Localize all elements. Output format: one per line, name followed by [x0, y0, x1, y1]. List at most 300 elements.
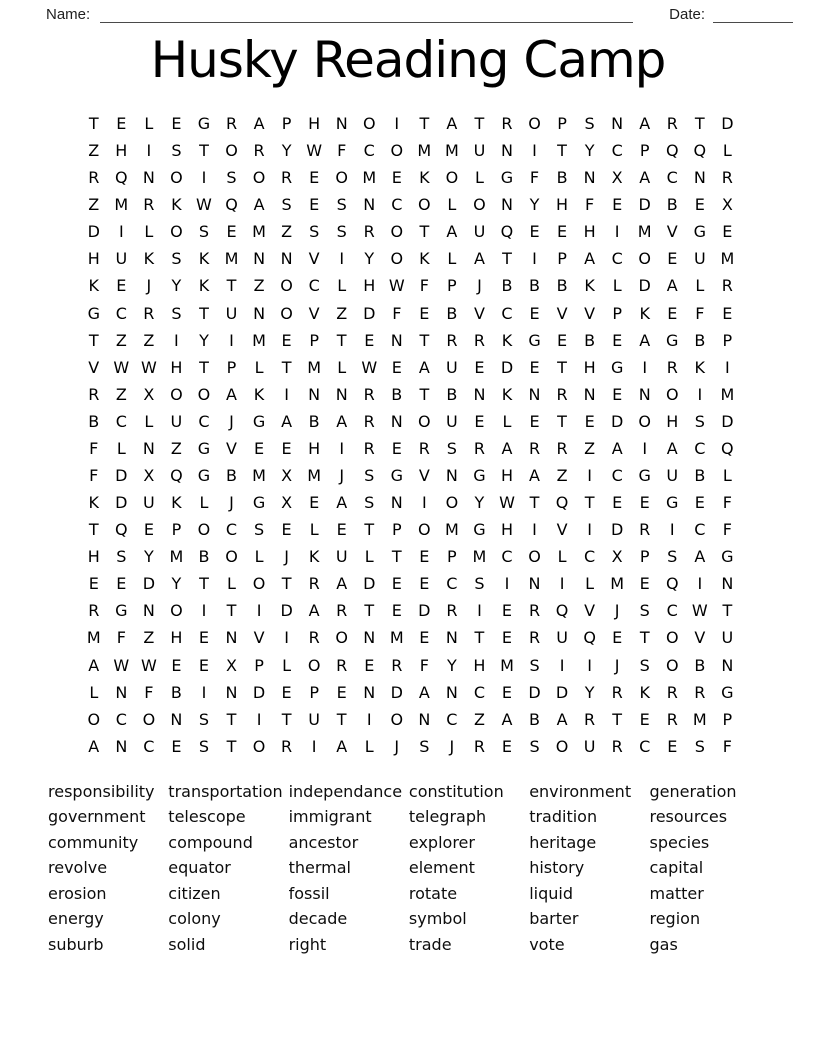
puzzle-title: Husky Reading Camp	[150, 31, 666, 89]
grid-letter: R	[501, 114, 513, 133]
grid-letter: E	[529, 303, 540, 323]
grid-letter: R	[639, 520, 651, 540]
word-item: right	[288, 934, 327, 954]
grid-letter: D	[418, 601, 431, 621]
grid-letter: B	[391, 384, 403, 404]
grid-letter: L	[447, 195, 457, 215]
grid-letter: K	[419, 168, 430, 188]
grid-letter: N	[528, 384, 541, 404]
grid-letter: R	[308, 628, 320, 648]
grid-letter: F	[585, 195, 595, 215]
grid-letter: R	[446, 601, 458, 621]
grid-letter: C	[501, 303, 513, 323]
word-item: barter	[529, 909, 579, 929]
grid-letter: O	[528, 114, 541, 133]
grid-letter: E	[529, 357, 540, 377]
grid-letter: O	[142, 709, 156, 729]
grid-letter: Y	[171, 276, 182, 296]
grid-letter: G	[666, 330, 679, 350]
grid-letter: C	[225, 520, 238, 540]
grid-letter: Q	[115, 520, 128, 540]
grid-letter: T	[364, 601, 375, 621]
grid-letter: M	[692, 709, 707, 729]
grid-letter: T	[502, 249, 512, 269]
word-item: environment	[529, 782, 632, 801]
grid-letter: O	[473, 195, 486, 215]
grid-letter: E	[694, 493, 705, 513]
grid-letter: A	[418, 682, 430, 702]
grid-letter: K	[171, 493, 182, 513]
grid-letter: C	[639, 736, 651, 756]
word-item: telegraph	[408, 807, 487, 827]
grid-letter: D	[252, 682, 266, 702]
grid-letter: W	[196, 195, 212, 215]
grid-row	[80, 597, 741, 624]
grid-letter: A	[446, 114, 458, 133]
grid-letter: Z	[253, 276, 265, 296]
grid-letter: Q	[115, 168, 128, 188]
grid-row	[80, 381, 741, 408]
grid-letter: S	[226, 168, 237, 188]
grid-letter: E	[309, 195, 320, 215]
grid-row	[80, 462, 741, 489]
grid-letter: I	[532, 141, 537, 161]
grid-row	[80, 137, 741, 164]
word-item: ancestor	[288, 832, 359, 852]
grid-letter: M	[224, 249, 239, 269]
grid-letter: T	[88, 330, 99, 350]
grid-letter: E	[557, 330, 568, 350]
grid-letter: E	[116, 114, 127, 133]
word-item: rotate	[408, 883, 458, 903]
grid-letter: L	[199, 493, 209, 513]
grid-letter: Z	[170, 438, 182, 458]
grid-letter: M	[114, 195, 129, 215]
grid-letter: E	[309, 493, 320, 513]
grid-letter: T	[281, 357, 292, 377]
word-item: community	[48, 832, 139, 852]
grid-letter: T	[694, 114, 705, 133]
word-search-grid	[80, 110, 741, 760]
grid-letter: M	[610, 574, 625, 594]
word-item: thermal	[288, 858, 351, 878]
grid-letter: S	[281, 195, 292, 215]
grid-letter: E	[198, 655, 210, 675]
grid-letter: R	[336, 655, 348, 675]
grid-letter: P	[309, 330, 319, 350]
grid-letter: E	[88, 574, 99, 594]
grid-letter: C	[611, 141, 623, 161]
grid-letter: B	[529, 276, 541, 296]
grid-letter: R	[363, 384, 375, 404]
grid-letter: T	[722, 601, 733, 621]
grid-letter: R	[528, 601, 541, 621]
grid-letter: R	[473, 438, 485, 458]
grid-letter: G	[610, 357, 624, 377]
grid-letter: E	[557, 222, 568, 242]
grid-letter: I	[587, 655, 592, 675]
grid-letter: S	[694, 411, 705, 431]
grid-letter: H	[87, 249, 100, 269]
grid-letter: V	[473, 303, 485, 323]
grid-letter: P	[226, 357, 237, 377]
word-item: fossil	[288, 883, 330, 903]
grid-letter: U	[473, 141, 486, 161]
grid-letter: K	[639, 303, 650, 323]
grid-letter: E	[612, 493, 623, 513]
grid-letter: N	[693, 168, 706, 188]
grid-letter: N	[473, 384, 486, 404]
name-blank-line	[100, 7, 633, 23]
word-item: vote	[529, 934, 565, 954]
word-item: gas	[649, 934, 678, 954]
grid-letter: B	[88, 411, 100, 431]
word-list-column	[409, 779, 529, 957]
grid-letter: G	[252, 493, 266, 513]
grid-letter: A	[336, 574, 348, 594]
grid-letter: R	[528, 438, 541, 458]
grid-letter: H	[500, 466, 513, 486]
grid-letter: S	[336, 222, 347, 242]
grid-letter: A	[501, 438, 513, 458]
grid-letter: V	[666, 222, 678, 242]
grid-letter: Z	[336, 303, 348, 323]
grid-letter: T	[639, 628, 650, 648]
grid-letter: O	[280, 303, 293, 323]
grid-row	[80, 272, 741, 299]
grid-letter: N	[390, 330, 403, 350]
grid-letter: W	[306, 141, 323, 161]
word-item: capital	[649, 858, 704, 878]
grid-letter: T	[557, 357, 567, 377]
grid-letter: S	[667, 547, 678, 567]
grid-letter: L	[364, 547, 374, 567]
grid-letter: E	[143, 520, 154, 540]
grid-letter: O	[555, 736, 569, 756]
grid-letter: I	[174, 330, 179, 350]
grid-letter: N	[170, 709, 183, 729]
grid-letter: T	[419, 114, 430, 133]
grid-letter: O	[390, 709, 404, 729]
grid-letter: E	[612, 384, 623, 404]
grid-letter: Y	[199, 330, 209, 350]
grid-letter: M	[720, 249, 735, 269]
grid-letter: R	[225, 114, 238, 133]
grid-letter: O	[280, 276, 293, 296]
grid-letter: E	[584, 411, 595, 431]
grid-letter: K	[88, 493, 100, 513]
grid-letter: N	[225, 628, 238, 648]
grid-letter: G	[115, 601, 128, 621]
grid-letter: H	[115, 141, 128, 161]
grid-letter: T	[226, 736, 237, 756]
grid-letter: D	[115, 493, 128, 513]
word-item: element	[408, 858, 475, 878]
grid-letter: K	[584, 276, 595, 296]
grid-letter: I	[201, 168, 207, 188]
grid-letter: W	[361, 357, 378, 377]
grid-letter: T	[391, 547, 402, 567]
grid-letter: A	[639, 114, 651, 133]
grid-letter: T	[226, 709, 237, 729]
grid-letter: A	[473, 249, 485, 269]
grid-letter: H	[170, 357, 183, 377]
grid-letter: Y	[364, 249, 375, 269]
grid-letter: T	[419, 384, 430, 404]
grid-letter: E	[722, 222, 733, 242]
grid-letter: C	[694, 438, 706, 458]
word-item: independance	[288, 782, 403, 801]
grid-letter: O	[665, 384, 679, 404]
grid-letter: L	[502, 411, 512, 431]
grid-letter: P	[309, 682, 319, 702]
grid-letter: C	[584, 547, 596, 567]
grid-letter: E	[391, 168, 402, 188]
grid-letter: T	[474, 628, 485, 648]
grid-letter: B	[584, 330, 596, 350]
grid-letter: V	[308, 303, 320, 323]
grid-letter: F	[144, 682, 154, 702]
grid-letter: F	[89, 466, 99, 486]
word-item: liquid	[529, 883, 573, 903]
grid-letter: F	[419, 655, 429, 675]
grid-letter: I	[642, 357, 648, 377]
grid-letter: J	[614, 601, 620, 621]
grid-letter: F	[89, 438, 99, 458]
grid-letter: H	[666, 411, 679, 431]
grid-letter: R	[666, 682, 678, 702]
grid-letter: Q	[665, 574, 679, 594]
grid-letter: B	[198, 547, 210, 567]
grid-letter: I	[201, 601, 207, 621]
grid-letter: N	[280, 249, 293, 269]
grid-letter: T	[88, 520, 99, 540]
word-item: decade	[288, 909, 348, 929]
grid-letter: E	[667, 303, 678, 323]
grid-letter: H	[308, 114, 321, 133]
grid-letter: B	[446, 384, 458, 404]
grid-letter: S	[198, 736, 210, 756]
grid-letter: W	[388, 276, 405, 296]
grid-letter: R	[694, 682, 706, 702]
grid-letter: V	[226, 438, 237, 458]
grid-letter: O	[225, 141, 238, 161]
grid-letter: J	[229, 411, 234, 431]
grid-letter: R	[528, 628, 541, 648]
grid-letter: E	[254, 438, 265, 458]
grid-letter: L	[254, 357, 264, 377]
grid-letter: T	[557, 141, 567, 161]
grid-letter: R	[336, 601, 348, 621]
grid-letter: I	[532, 249, 537, 269]
grid-letter: Z	[281, 222, 293, 242]
grid-letter: A	[666, 438, 678, 458]
grid-letter: C	[501, 547, 513, 567]
grid-letter: V	[308, 249, 320, 269]
grid-letter: F	[529, 168, 540, 188]
grid-letter: R	[308, 574, 320, 594]
grid-letter: B	[501, 276, 513, 296]
grid-letter: I	[532, 520, 537, 540]
grid-letter: D	[528, 682, 541, 702]
word-item: government	[48, 807, 146, 827]
grid-letter: K	[308, 547, 320, 567]
grid-row	[80, 543, 741, 570]
grid-letter: T	[88, 114, 99, 133]
grid-letter: Y	[584, 682, 595, 702]
grid-letter: N	[583, 168, 596, 188]
grid-letter: U	[583, 736, 596, 756]
grid-letter: V	[584, 303, 596, 323]
grid-letter: I	[421, 493, 427, 513]
grid-letter: T	[336, 330, 347, 350]
grid-letter: V	[556, 520, 568, 540]
grid-letter: K	[694, 357, 706, 377]
grid-letter: M	[720, 384, 735, 404]
grid-letter: T	[226, 276, 237, 296]
grid-letter: O	[390, 141, 404, 161]
grid-letter: L	[309, 520, 319, 540]
grid-letter: I	[339, 249, 345, 269]
grid-letter: P	[447, 547, 457, 567]
grid-letter: G	[197, 438, 211, 458]
grid-letter: W	[499, 493, 515, 513]
grid-letter: F	[695, 303, 705, 323]
grid-letter: R	[584, 709, 596, 729]
grid-letter: N	[142, 168, 155, 188]
grid-letter: O	[390, 222, 404, 242]
grid-letter: H	[583, 357, 596, 377]
grid-letter: L	[474, 168, 484, 188]
grid-letter: D	[390, 682, 403, 702]
grid-letter: R	[88, 384, 100, 404]
grid-letter: T	[612, 709, 623, 729]
grid-letter: G	[197, 114, 211, 133]
grid-letter: H	[473, 655, 486, 675]
word-item: erosion	[48, 883, 107, 903]
word-item: equator	[168, 858, 231, 878]
grid-row	[80, 570, 741, 597]
grid-letter: O	[252, 736, 266, 756]
word-item: constitution	[408, 782, 504, 801]
grid-letter: E	[612, 330, 623, 350]
grid-letter: I	[256, 601, 262, 621]
grid-letter: D	[142, 574, 156, 594]
grid-letter: O	[362, 114, 376, 133]
date-blank-line	[713, 7, 793, 23]
grid-letter: E	[336, 520, 347, 540]
grid-row	[80, 300, 741, 327]
grid-letter: X	[611, 547, 623, 567]
grid-letter: I	[504, 574, 510, 594]
grid-letter: C	[666, 601, 678, 621]
grid-letter: R	[143, 195, 155, 215]
grid-letter: U	[308, 709, 320, 729]
grid-letter: E	[226, 222, 237, 242]
grid-letter: L	[254, 547, 264, 567]
grid-letter: R	[363, 411, 375, 431]
grid-letter: O	[197, 384, 211, 404]
grid-letter: O	[638, 249, 651, 269]
grid-letter: R	[721, 168, 733, 188]
grid-letter: P	[391, 520, 402, 540]
grid-letter: K	[501, 330, 513, 350]
grid-letter: M	[169, 547, 184, 567]
grid-letter: G	[721, 547, 734, 567]
grid-letter: G	[473, 520, 486, 540]
grid-letter: I	[642, 438, 648, 458]
grid-letter: D	[500, 357, 514, 377]
grid-letter: E	[391, 357, 402, 377]
grid-letter: E	[419, 574, 430, 594]
grid-letter: N	[721, 655, 734, 675]
grid-letter: R	[473, 330, 485, 350]
grid-letter: B	[226, 466, 237, 486]
grid-letter: R	[666, 114, 678, 133]
grid-letter: O	[335, 628, 348, 648]
grid-letter: Q	[555, 493, 569, 513]
date-label: Date:	[669, 6, 705, 23]
grid-letter: D	[363, 574, 376, 594]
grid-letter: N	[115, 736, 128, 756]
grid-letter: S	[198, 222, 210, 242]
grid-letter: I	[559, 574, 565, 594]
grid-letter: E	[336, 682, 347, 702]
grid-letter: C	[308, 276, 320, 296]
grid-letter: T	[336, 709, 347, 729]
grid-letter: J	[449, 736, 455, 756]
grid-letter: W	[113, 357, 130, 377]
grid-letter: M	[362, 168, 377, 188]
grid-letter: G	[390, 466, 403, 486]
grid-letter: E	[639, 493, 650, 513]
grid-letter: O	[418, 411, 431, 431]
grid-letter: P	[612, 303, 622, 323]
grid-letter: D	[280, 601, 293, 621]
grid-letter: N	[611, 114, 624, 133]
name-label: Name:	[46, 6, 91, 23]
grid-letter: S	[171, 303, 182, 323]
grid-letter: M	[444, 520, 459, 540]
word-list-column	[649, 779, 769, 957]
grid-letter: I	[614, 222, 620, 242]
grid-letter: K	[419, 249, 430, 269]
grid-letter: O	[665, 655, 679, 675]
grid-letter: I	[339, 438, 345, 458]
grid-letter: N	[583, 384, 596, 404]
grid-row	[80, 706, 741, 733]
grid-row	[80, 110, 741, 137]
grid-letter: O	[445, 493, 459, 513]
grid-letter: E	[639, 709, 650, 729]
grid-letter: B	[666, 195, 678, 215]
grid-letter: N	[335, 114, 348, 133]
grid-letter: N	[115, 682, 128, 702]
grid-letter: L	[585, 574, 595, 594]
grid-row	[80, 652, 741, 679]
grid-letter: O	[252, 574, 266, 594]
grid-letter: J	[146, 276, 152, 296]
grid-letter: S	[309, 222, 320, 242]
grid-letter: S	[364, 466, 375, 486]
grid-letter: Z	[115, 384, 127, 404]
grid-letter: V	[694, 628, 706, 648]
grid-letter: E	[667, 736, 678, 756]
word-item: symbol	[408, 909, 467, 929]
grid-letter: P	[254, 655, 264, 675]
grid-letter: O	[307, 655, 321, 675]
grid-letter: R	[281, 168, 293, 188]
